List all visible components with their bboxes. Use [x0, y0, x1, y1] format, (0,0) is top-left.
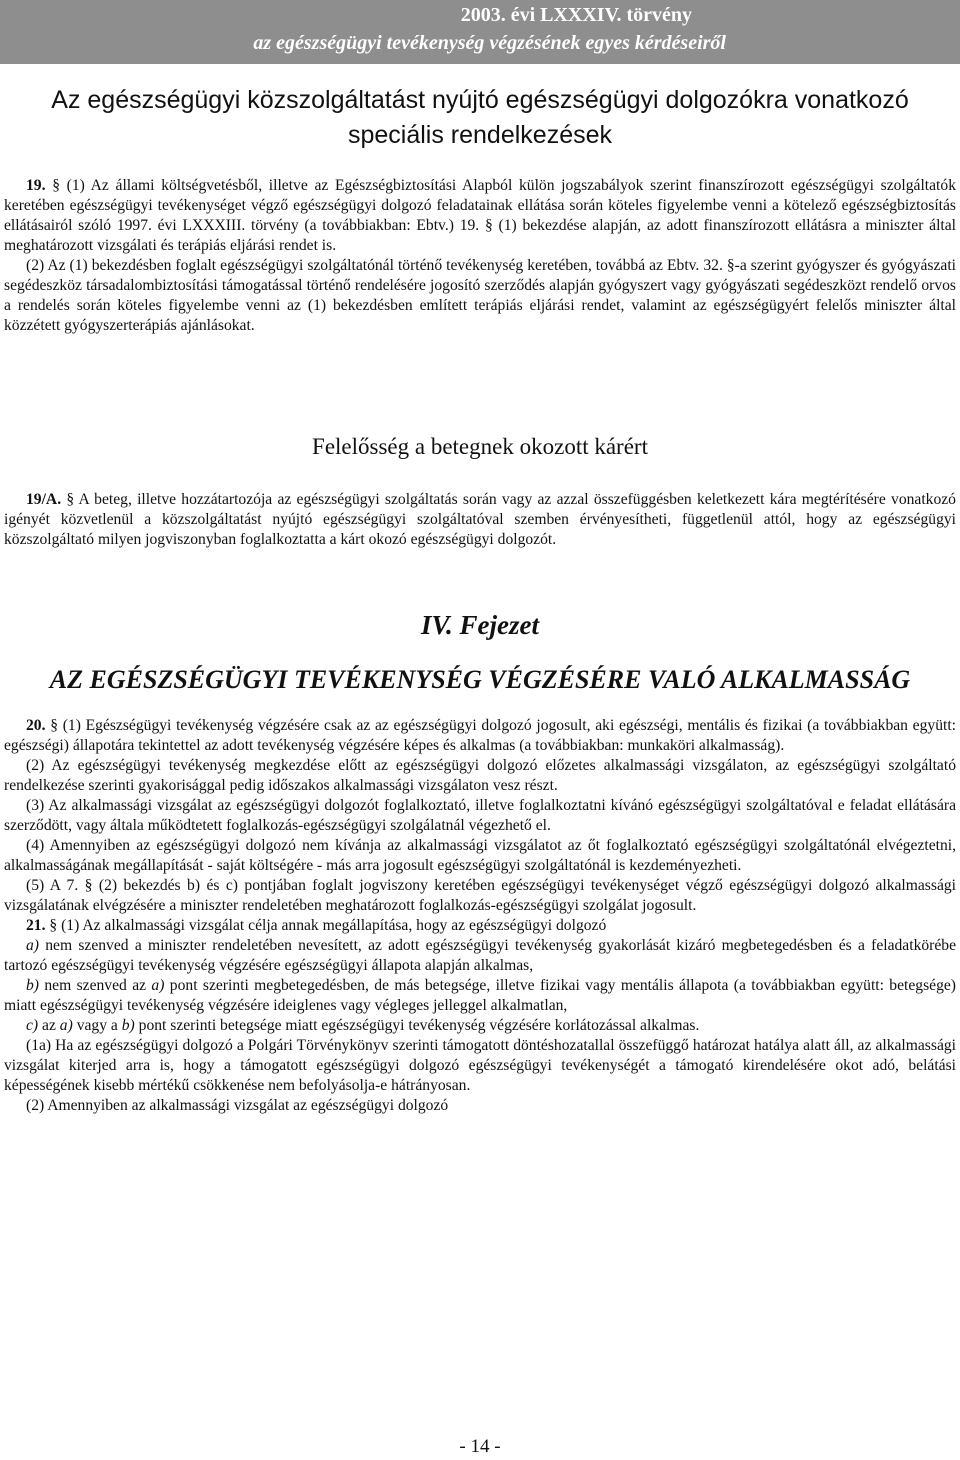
paragraph-text: § (1) Egészségügyi tevékenység végzésére csak az az egészségügyi dolgozó jogosult, aki egészségi, mentális és fizikai (a továbbiakban együtt: egészségi) állapotára tekintettel az adott tevékenység végzésére képes és alkalmas (a továbbiakban: munkaköri alkalmasság).	[4, 717, 956, 754]
paragraph-20-4: (4) Amennyiben az egészségügyi dolgozó nem kívánja az alkalmassági vizsgálatot az őt foglalkoztató egészségügyi szolgáltatónál elvégeztetni, alkalmasságának megállapítását - saját költségére - más arra jogosult egészségügyi szolgáltatónál is kezdeményezheti.	[4, 837, 956, 874]
paragraph-text: § (1) Az alkalmassági vizsgálat célja annak megállapítása, hogy az egészségügyi dolgozó	[49, 917, 607, 934]
section-heading	[0, 83, 960, 153]
paragraph-text: § A beteg, illetve hozzátartozója az egészségügyi szolgáltatás során vagy az azzal összefüggésben keletkezett kára megtérítésére vonatkozó igényét közvetlenül a közszolgáltatást nyújtó egészségügyi szolgáltatóval szemben érvényesítheti, függetlenül attól, hogy az egészségügyi közszolgáltató milyen jogviszonyban foglalkoztatta a kárt okozó egészségügyi dolgozót.	[4, 491, 956, 548]
paragraph-21-2: (2) Amennyiben az alkalmassági vizsgálat az egészségügyi dolgozó	[26, 1097, 449, 1114]
paragraph-19	[4, 176, 956, 336]
point-label: c)	[26, 1017, 39, 1034]
paragraph-19-1	[4, 176, 956, 256]
page-number: - 14 -	[459, 1436, 501, 1457]
paragraph-19a	[4, 490, 956, 550]
point-label: b)	[26, 977, 39, 994]
section-number: 19/A.	[26, 491, 62, 508]
section-number: 20.	[26, 717, 46, 734]
chapter-title: AZ EGÉSZSÉGÜGYI TEVÉKENYSÉG VÉGZÉSÉRE VALÓ ALKALMASSÁG	[49, 665, 911, 694]
paragraph-21-1a: (1a) Ha az egészségügyi dolgozó a Polgári Törvénykönyv szerinti támogatott döntéshozatallal összefüggő határozat hatálya alatt áll, az alkalmassági vizsgálat kiterjed arra is, hogy a támogatott egészségügyi dolgozó egészségügyi tevékenységét a támogató kirendelésére okot adó, belátási képességének kisebb mértékű csökkenése nem befolyásolja-e hátrányosan.	[4, 1037, 956, 1094]
header-law-subtitle: az egészségügyi tevékenység végzésének egyes kérdéseiről	[253, 32, 726, 54]
liability-heading: Felelősség a betegnek okozott kárért	[312, 434, 648, 459]
section-number: 21.	[26, 917, 46, 934]
point-c: c) az a) vagy a b) pont szerinti betegsége miatt egészségügyi tevékenység végzésére korlátozással alkalmas.	[26, 1017, 700, 1034]
section-number: 19.	[26, 177, 46, 194]
point-b: b) nem szenved az a) pont szerinti megbetegedésben, de más betegsége, illetve fizikai vagy mentális állapota (a továbbiakban együtt: betegsége) miatt egészségügyi tevékenység végzésére ideiglenes vagy végleges jelleggel alkalmatlan,	[4, 977, 956, 1014]
header-law-title: 2003. évi LXXXIV. törvény	[460, 4, 692, 26]
paragraph-text: § (1) Az állami költségvetésből, illetve az Egészségbiztosítási Alapból külön jogszabályok szerint finanszírozott egészségügyi szolgáltatók keretében egészségügyi tevékenységet végző egészségügyi dolgozó feladatainak ellátása során köteles figyelembe venni a kötelező egészségbiztosítás ellátásairól szóló 1997. évi LXXXIII. törvény (a továbbiakban: Ebtv.) 19. § (1) bekezdése alapján, az adott finanszírozott ellátásra a miniszter által meghatározott vizsgálati és terápiás eljárási rendet is.	[4, 177, 956, 254]
point-label: a)	[26, 937, 39, 954]
paragraph-19-2: (2) Az (1) bekezdésben foglalt egészségügyi szolgáltatónál történő tevékenység keretében, továbbá az Ebtv. 32. §-a szerint gyógyszer és gyógyászati segédeszköz társadalombiztosítási támogatással történő rendelésére jogosító szerződés alapján gyógyszert vagy gyógyászati segédeszközt rendelő orvos a rendelés során köteles figyelembe venni az (1) bekezdésben említett terápiás eljárási rendet, valamint az egészségügyért felelős miniszter által közzétett gyógyszerterápiás ajánlásokat.	[4, 257, 956, 334]
section-heading-line1: Az egészségügyi közszolgáltatást nyújtó egészségügyi dolgozókra vonatkozó	[51, 86, 909, 114]
paragraph-20-1	[4, 716, 956, 756]
paragraph-20-2: (2) Az egészségügyi tevékenység megkezdése előtt az egészségügyi dolgozó előzetes alkalmassági vizsgálaton, az egészségügyi szolgáltató rendelkezése szerinti gyakorisággal pedig időszakos alkalmassági vizsgálaton vesz részt.	[4, 757, 956, 794]
section-heading-line2: speciális rendelkezések	[347, 121, 613, 149]
point-a: a) nem szenved a miniszter rendeletében nevesített, az adott egészségügyi tevékenység gyakorlását kizáró megbetegedésben és a feladatkörébe tartozó egészségügyi tevékenység végzésére egészségügyi állapota alapján alkalmas,	[4, 937, 956, 974]
paragraph-21-1	[4, 916, 956, 936]
paragraph-20-5: (5) A 7. § (2) bekezdés b) és c) pontjában foglalt jogviszony keretében egészségügyi tevékenységet végző egészségügyi dolgozó alkalmassági vizsgálatának elvégzésére a miniszter rendeletében meghatározott foglalkozás-egészségügyi szolgálat jogosult.	[4, 877, 956, 914]
paragraph-20-3: (3) Az alkalmassági vizsgálat az egészségügyi dolgozót foglalkoztató, illetve foglalkoztatni kívánó egészségügyi szolgáltatóval e feladat ellátására szerződött, vagy általa működtetett foglalkozás-egészségügyi szolgálatnál végezhető el.	[4, 797, 956, 834]
running-header	[0, 0, 960, 64]
paragraphs-20-21	[4, 716, 956, 1116]
chapter-number: IV. Fejezet	[420, 610, 539, 640]
